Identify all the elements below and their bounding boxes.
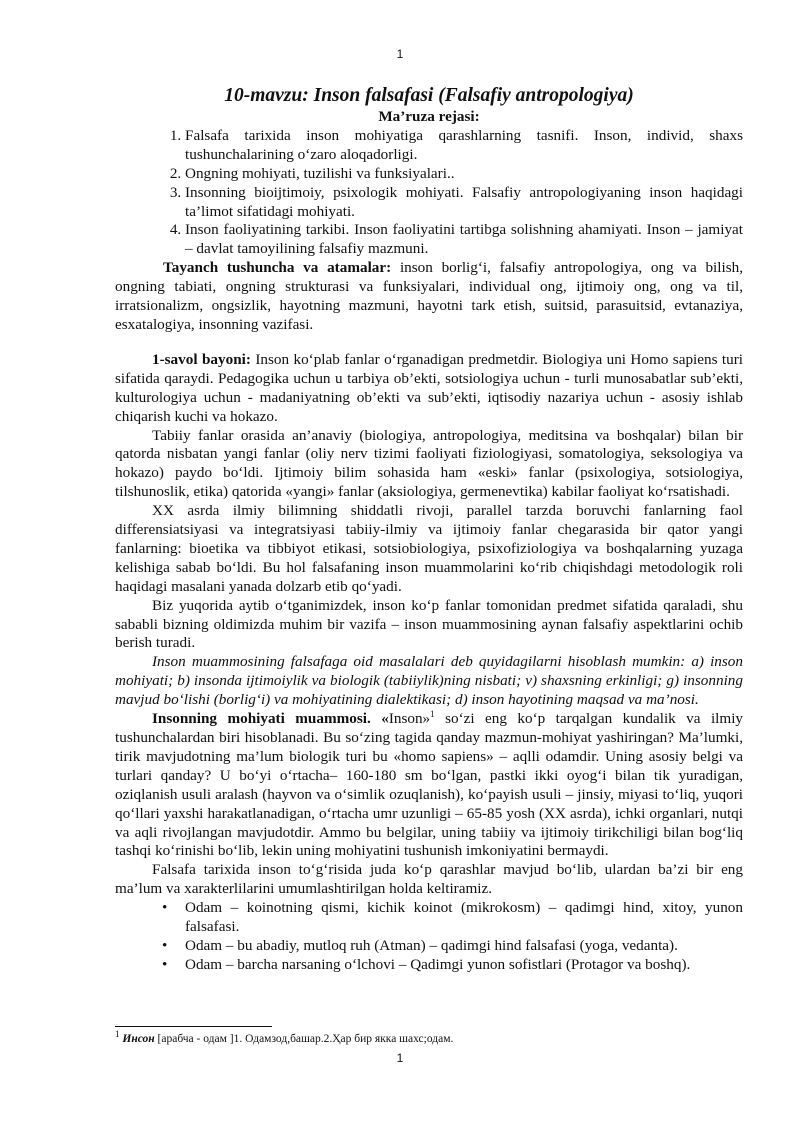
plan-item: 1. Falsafa tarixida inson mohiyatiga qarashlarning tasnifi. Inson, individ, shaxs tushunchalarining o‘zaro aloqadorligi.	[185, 127, 743, 165]
philosophical-questions-text: Inson muammosining falsafaga oid masalalari deb quyidagilarni hisoblash mumkin: a) inson mohiyati; b) insonda ijtimoiylik va biologik (tabiiylik)ning nisbati; v) shaxsning erkinligi; g) insonning mavjud bo‘lishi (borlig‘i) va mohiyatining dialektikasi; d) inson hayotining maqsad va ma’nosi.	[115, 653, 743, 709]
bullet-text: Odam – bu abadiy, mutloq ruh (Atman) – qadimgi hind falsafasi (yoga, vedanta).	[185, 936, 678, 954]
plan-item: 3. Insonning bioijtimoiy, psixologik mohiyati. Falsafiy antropologiyaning inson haqidagi ta’limot sifatidagi mohiyati.	[185, 184, 743, 222]
bullet-item	[162, 955, 743, 975]
bullet-text: Odam – barcha narsaning o‘lchovi – Qadimgi yunon sofistlari (Protagor va boshq).	[185, 955, 691, 973]
footnote-word: Инсон	[122, 1033, 155, 1045]
document-body	[115, 84, 743, 975]
footnote-text: [арабча - одам ]1. Одамзод,башар.2.Ҳар бир якка шахс;одам.	[154, 1033, 454, 1045]
footnote-number: 1	[115, 1029, 120, 1040]
footnote-divider	[115, 1026, 272, 1027]
page-number-bottom: 1	[396, 1051, 404, 1065]
paragraph-gap	[115, 335, 743, 351]
essence-problem-label: Insonning mohiyati muammosi.	[152, 710, 371, 728]
bullet-icon: •	[162, 899, 168, 917]
page-number-top: 1	[396, 47, 404, 61]
question1-paragraph	[115, 351, 743, 427]
plan-item: 4. Inson faoliyatining tarkibi. Inson faoliyatini tartibga solishning ahamiyati. Inson – jamiyat – davlat tamoyilining falsafiy mazmuni.	[185, 221, 743, 259]
paragraph-essence-problem	[115, 710, 743, 861]
paragraph-philosophical-questions	[115, 653, 743, 710]
plan-heading: Ma’ruza rejasi:	[378, 108, 480, 125]
views-bullet-list	[115, 899, 743, 975]
question1-text: Inson ko‘plab fanlar o‘rganadigan predmetdir. Biologiya uni Homo sapiens turi sifatida qaraydi. Pedagogika uchun u tarbiya ob’ekti, sotsiologiya uchun - turli munosabatlar sub’ekti, kulturologiya uchun - madaniyatning ob’ekti va sub’ekti, iqtisodiy nazariya uchun - asosiy ishlab chiqarish kuchi va hokazo.	[115, 350, 743, 425]
footnote-ref[interactable]: 1	[430, 709, 435, 720]
bullet-text: Odam – koinotning qismi, kichik koinot (mikrokosm) – qadimgi hind, xitoy, yunon falsafasi.	[185, 899, 743, 936]
paragraph-natural-sciences: Tabiiy fanlar orasida an’anaviy (biologiya, antropologiya, meditsina va boshqalar) bilan bir qatorda nisbatan yangi fanlar (oliy nerv tizimi faoliyati fiziologiyasi, somatologiya, seksologiya va hokazo) paydo bo‘ldi. Ijtimoiy bilim sohasida ham «eski» fanlar (psixologiya, sotsiologiya, tilshunoslik, etika) qatorida «yangi» fanlar (aksiologiya, germenevtika) kabilar faoliyat ko‘rsatishadi.	[115, 426, 743, 501]
plan-item: 2. Ongning mohiyati, tuzilishi va funksiyalari..	[185, 165, 743, 184]
bullet-icon: •	[162, 936, 168, 954]
essence-problem-text: so‘zi eng ko‘p tarqalgan kundalik va ilmiy tushunchalardan biri hisoblanadi. Bu so‘zing tagida qanday mazmun-mohiyat yashiringan? Ma’lumki, tirik mavjudotning ma’lum biologik turi bu «homo sapiens» – aqlli odamdir. Uning asosiy belgi va turlari qanday? U bo‘yi o‘rtacha– 160-180 sm bo‘lgan, pastki ikki oyog‘i bilan tik yuradigan, oziqlanish usuli aralash (hayvon va o‘simlik ozuqlanish), ko‘payish usuli – jinsiy, miyasi to‘liq, yuqori qo‘llari yaxshi harakatlanadigan, o‘rtacha umr uzunligi – 65-85 yosh (XX asrda), ichki organlari, nutqi va aqli rivojlangan mavjudotdir. Ammo bu belgilar, uning tabiiy va ijtimoiy tirikchiligi bilan bog‘liq tashqi ko‘rinishi bo‘lib, lekin uning mohiyatini tushunish imkoniyatini bermaydi.	[115, 710, 744, 860]
paragraph-xx-century: XX asrda ilmiy bilimning shiddatli rivoji, parallel tarzda boruvchi fanlarning faol differensiatsiyasi va integratsiyasi tabiiy-ilmiy va ijtimoiy fanlar chegarasida bir qator yangi fanlarning: bioetika va tibbiyot etikasi, sotsiobiologiya, psixofiziologiya va boshqalarning yuzaga kelishiga sabab bo‘ldi. Bu hol falsafaning inson muammolarini ko‘rib chiqishdagi metodologik roli haqidagi masalani yanada dolzarb etib qo‘yadi.	[115, 502, 743, 595]
lecture-plan-list	[115, 127, 743, 259]
lecture-title: 10-mavzu: Inson falsafasi (Falsafiy antropologiya)	[224, 85, 634, 106]
bullet-icon: •	[162, 955, 168, 973]
paragraph-task: Biz yuqorida aytib o‘tganimizdek, inson ko‘p fanlar tomonidan predmet sifatida qaraladi, shu sababli bizning oldimizda muhim bir vazifa – inson muammosining aynan falsafiy aspektlarini ochib berish turadi.	[115, 596, 743, 652]
keywords-text: inson borlig‘i, falsafiy antropologiya, ong va bilish, ongning tabiati, ongning strukturasi va funksiyalari, individual ong, ijtimoiy ong, ong va til, irratsionalizm, ongsizlik, hayotning mazmuni, hayotni tark etish, suitsid, parasuitsid, evtanaziya, esxatalogiya, insonning vazifasi.	[115, 259, 744, 333]
keywords-label: Tayanch tushuncha va atamalar:	[163, 259, 392, 277]
footnote	[115, 1029, 743, 1046]
bullet-item	[162, 936, 743, 956]
bullet-item	[162, 899, 743, 937]
essence-open-quote: «	[370, 710, 389, 728]
paragraph-history-views: Falsafa tarixida inson to‘g‘risida juda ko‘p qarashlar mavjud bo‘lib, ulardan ba’zi bir eng ma’lum va xarakterlilarini umumlashtirilgan holda keltiramiz.	[115, 861, 743, 898]
question1-label: 1-savol bayoni:	[152, 350, 251, 368]
inson-word: Inson»	[388, 710, 431, 728]
keywords-paragraph	[115, 259, 743, 335]
